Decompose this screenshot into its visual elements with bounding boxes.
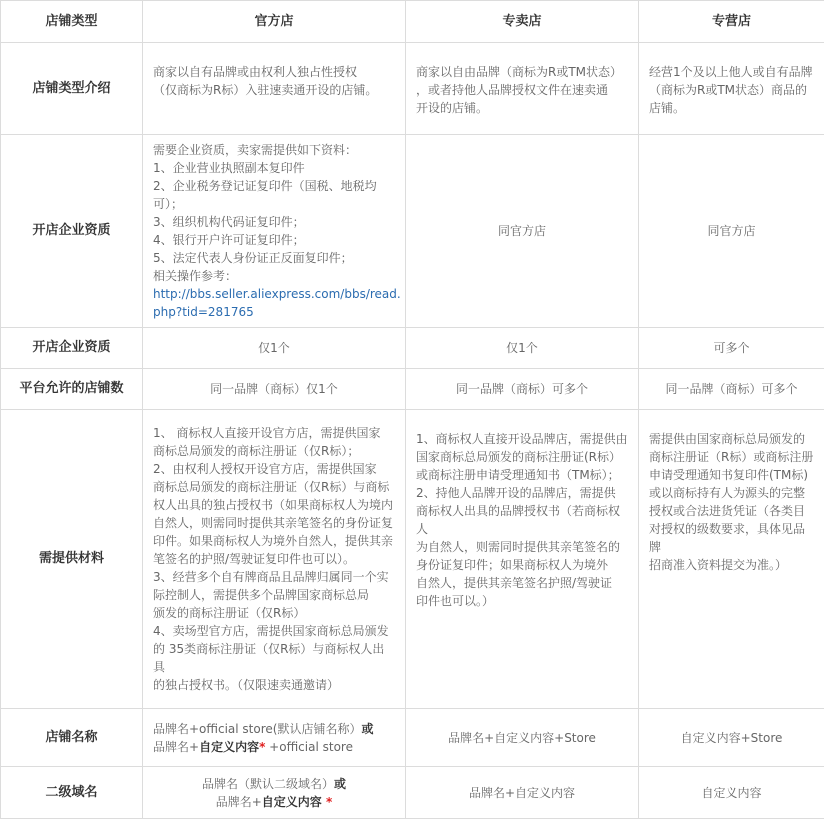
row-label-intro: 店铺类型介绍	[1, 43, 143, 135]
intro-exclusive: 商家以自由品牌（商标为R或TM状态） ，或者持他人品牌授权文件在速卖通 开设的店铺。	[406, 43, 639, 135]
qualification-franchise: 同官方店	[639, 135, 824, 328]
row-domain	[1, 767, 824, 819]
qualification2-official: 仅1个	[143, 328, 406, 369]
store-name-franchise: 自定义内容+Store	[639, 709, 824, 767]
row-label-domain: 二级域名	[1, 767, 143, 819]
header-store-type: 店铺类型	[1, 1, 143, 43]
qualification-exclusive: 同官方店	[406, 135, 639, 328]
row-qualification-count	[1, 328, 824, 369]
count-franchise: 同一品牌（商标）可多个	[639, 369, 824, 410]
row-materials	[1, 410, 824, 709]
materials-franchise: 需提供由国家商标总局颁发的 商标注册证（R标）或商标注册 申请受理通知书复印件(TM标) 或以商标持有人为源头的完整 授权或合法进货凭证（各类目 对授权的级数要求，具体见品牌 招商准入资料提交为准。）	[639, 410, 824, 709]
reference-link[interactable]: http://bbs.seller.aliexpress.com/bbs/read. php?tid=281765	[153, 285, 395, 321]
count-exclusive: 同一品牌（商标）可多个	[406, 369, 639, 410]
header-exclusive-store: 专卖店	[406, 1, 639, 43]
row-label-qualification: 开店企业资质	[1, 135, 143, 328]
row-intro	[1, 43, 824, 135]
qualification-official: 需要企业资质，卖家需提供如下资料： 1、企业营业执照副本复印件 2、企业税务登记证复印件（国税、地税均可）； 3、组织机构代码证复印件； 4、银行开户许可证复印件； 5、法定代表人身份证正反面复印件； 相关操作参考： http://bbs.seller.aliexpress.com/bbs/read. php?tid=281765	[143, 135, 406, 328]
row-label-store-name: 店铺名称	[1, 709, 143, 767]
domain-franchise: 自定义内容	[639, 767, 824, 819]
row-qualification	[1, 135, 824, 328]
count-official: 同一品牌（商标）仅1个	[143, 369, 406, 410]
store-name-official: 品牌名+official store(默认店铺名称）或 品牌名+自定义内容* +official store	[143, 709, 406, 767]
intro-franchise: 经营1个及以上他人或自有品牌 （商标为R或TM状态）商品的 店铺。	[639, 43, 824, 135]
row-label-store-count: 平台允许的店铺数	[1, 369, 143, 410]
header-franchise-store: 专营店	[639, 1, 824, 43]
qualification2-exclusive: 仅1个	[406, 328, 639, 369]
row-store-count	[1, 369, 824, 410]
intro-official: 商家以自有品牌或由权利人独占性授权 （仅商标为R标）入驻速卖通开设的店铺。	[143, 43, 406, 135]
row-label-materials: 需提供材料	[1, 410, 143, 709]
qualification2-franchise: 可多个	[639, 328, 824, 369]
row-label-qualification-2: 开店企业资质	[1, 328, 143, 369]
header-official-store: 官方店	[143, 1, 406, 43]
domain-official: 品牌名（默认二级域名）或 品牌名+自定义内容 *	[143, 767, 406, 819]
store-name-exclusive: 品牌名+自定义内容+Store	[406, 709, 639, 767]
row-store-name	[1, 709, 824, 767]
table-header-row	[1, 1, 824, 43]
domain-exclusive: 品牌名+自定义内容	[406, 767, 639, 819]
materials-exclusive: 1、商标权人直接开设品牌店，需提供由 国家商标总局颁发的商标注册证(R标） 或商标注册申请受理通知书（TM标）； 2、持他人品牌开设的品牌店，需提供 商标权人出具的品牌授权书（若商标权人 为自然人，则需同时提供其亲笔签名的 身份证复印件；如果商标权人为境外 自然人，提供其亲笔签名护照/驾驶证 印件也可以。）	[406, 410, 639, 709]
materials-official: 1、 商标权人直接开设官方店，需提供国家 商标总局颁发的商标注册证（仅R标）； 2、由权利人授权开设官方店，需提供国家 商标总局颁发的商标注册证（仅R标）与商标 权人出具的独占授权书（如果商标权人为境内 自然人，则需同时提供其亲笔签名的身份证复 印件。如果商标权人为境外自然人，提供其亲 笔签名的护照/驾驶证复印件也可以）。 3、经营多个自有牌商品且品牌归属同一个实 际控制人，需提供多个品牌国家商标总局 颁发的商标注册证（仅R标） 4、卖场型官方店，需提供国家商标总局颁发 的 35类商标注册证（仅R标）与商标权人出具 的独占授权书。（仅限速卖通邀请）	[143, 410, 406, 709]
